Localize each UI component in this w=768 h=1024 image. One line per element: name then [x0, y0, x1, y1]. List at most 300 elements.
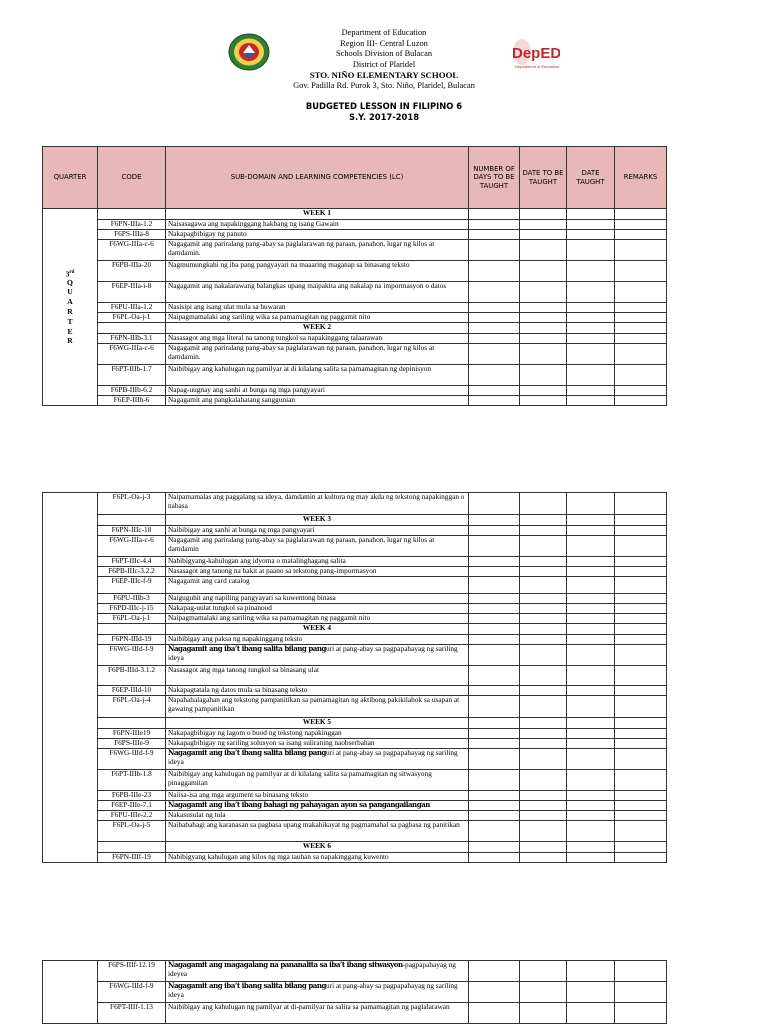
date-to-be-taught-cell	[520, 614, 567, 624]
days-cell	[469, 729, 520, 739]
week-label: WEEK 1	[166, 209, 469, 220]
letterhead-line: Schools Division of Bulacan	[335, 49, 433, 59]
remarks-cell	[615, 526, 667, 536]
code-cell: F6WG-IIIa-c-6	[98, 344, 166, 365]
competency-text: Naiguguhit ang napiling pangyayari sa kuwentong binasa	[168, 593, 336, 602]
remarks-cell	[615, 567, 667, 577]
title-line-1: BUDGETED LESSON IN FILIPINO 6	[305, 101, 463, 111]
competency-text: Nasasagot ang mga literal na tanong tungkol sa napakinggang talaarawan	[168, 333, 383, 342]
days-cell	[469, 666, 520, 686]
days-cell	[469, 282, 520, 303]
week-row	[43, 718, 667, 729]
header-remarks: REMARKS	[615, 147, 667, 209]
days-cell	[469, 749, 520, 770]
quarter-number: 3	[65, 269, 70, 279]
days-cell	[469, 526, 520, 536]
remarks-cell	[615, 842, 667, 853]
competency-cell	[166, 666, 469, 686]
competency-cell	[166, 770, 469, 791]
competency-cell	[166, 220, 469, 230]
lesson-table-page-2	[42, 492, 667, 863]
competency-cell	[166, 821, 469, 842]
remarks-cell	[615, 821, 667, 842]
remarks-cell	[615, 594, 667, 604]
code-cell: F6PT-IIIf-1.13	[98, 1003, 166, 1024]
week-label: WEEK 3	[166, 515, 469, 526]
table-row	[43, 770, 667, 791]
competency-cell	[166, 791, 469, 801]
competency-cell	[166, 303, 469, 313]
header-quarter: QUARTER	[43, 147, 98, 209]
date-to-be-taught-cell	[520, 557, 567, 567]
competency-text: Nagagamit ang card catalog	[168, 576, 250, 585]
remarks-cell	[615, 557, 667, 567]
competency-cell	[166, 493, 469, 515]
days-cell	[469, 567, 520, 577]
days-cell	[469, 853, 520, 863]
date-to-be-taught-cell	[520, 577, 567, 594]
table-row	[43, 594, 667, 604]
competency-text: Naibibigay ang paksa ng napakinggang teksto	[168, 634, 303, 643]
letterhead-line: District of Plaridel	[352, 59, 416, 69]
header-date-to-be-taught: DATE TO BE TAUGHT	[520, 147, 567, 209]
date-to-be-taught-cell	[520, 240, 567, 261]
date-to-be-taught-cell	[520, 261, 567, 282]
date-taught-cell	[567, 536, 615, 557]
code-cell: F6PL-Oa-j-4	[98, 696, 166, 718]
date-to-be-taught-cell	[520, 645, 567, 666]
title-line-2: S.Y. 2017-2018	[348, 112, 420, 122]
code-cell	[98, 209, 166, 220]
days-cell	[469, 821, 520, 842]
date-taught-cell	[567, 696, 615, 718]
date-to-be-taught-cell	[520, 536, 567, 557]
header-date-taught: DATE TAUGHT	[567, 147, 615, 209]
date-taught-cell	[567, 635, 615, 645]
table-row	[43, 396, 667, 406]
competency-cell	[166, 853, 469, 863]
code-cell: F6PL-Oa-j-5	[98, 821, 166, 842]
lesson-table-page-1	[42, 146, 667, 406]
date-to-be-taught-cell	[520, 749, 567, 770]
code-cell: F6PB-IIIe-23	[98, 791, 166, 801]
competency-bold-text: Nagagamit ang iba’t ibang salita bilang pang	[168, 748, 326, 757]
competency-text: Naipagmamalaki ang sariling wika sa pamamagitan ng paggamit nito	[168, 312, 371, 321]
date-taught-cell	[567, 365, 615, 386]
date-to-be-taught-cell	[520, 842, 567, 853]
code-cell: F6PT-IIIc-4.4	[98, 557, 166, 567]
remarks-cell	[615, 961, 667, 982]
date-taught-cell	[567, 594, 615, 604]
competency-cell	[166, 811, 469, 821]
days-cell	[469, 536, 520, 557]
week-row	[43, 624, 667, 635]
date-to-be-taught-cell	[520, 323, 567, 334]
competency-cell	[166, 526, 469, 536]
code-cell: F6PN-IIIb-3.1	[98, 334, 166, 344]
date-to-be-taught-cell	[520, 982, 567, 1003]
date-taught-cell	[567, 624, 615, 635]
week-row	[43, 323, 667, 334]
date-to-be-taught-cell	[520, 624, 567, 635]
days-cell	[469, 961, 520, 982]
date-taught-cell	[567, 718, 615, 729]
date-taught-cell	[567, 323, 615, 334]
document-title	[0, 101, 768, 123]
code-cell: F6PN-IIIf-19	[98, 853, 166, 863]
school-name: STO. NIÑO ELEMENTARY SCHOOL	[309, 70, 459, 81]
date-taught-cell	[567, 749, 615, 770]
days-cell	[469, 365, 520, 386]
remarks-cell	[615, 604, 667, 614]
competency-text: Nagagamit ang pariralang pang-abay sa paglalarawan ng paraan, panahon, lugar ng kilos at damdamin.	[168, 239, 435, 257]
competency-text: Nakapagtatala ng datos mula sa binasang teksto	[168, 685, 308, 694]
competency-text: Napag-uugnay ang sanhi at bunga ng mga pangyayari	[168, 385, 326, 394]
competency-text: Nagmumungkahi ng iba pang pangyayari na maaaring maganap sa binasang teksto	[168, 260, 410, 269]
remarks-cell	[615, 334, 667, 344]
date-to-be-taught-cell	[520, 696, 567, 718]
date-to-be-taught-cell	[520, 801, 567, 811]
code-cell: F6PB-IIIb-6.2	[98, 386, 166, 396]
date-to-be-taught-cell	[520, 282, 567, 303]
competency-text: Naipamamalas ang paggalang sa ideya, damdamin at kultura ng may akda ng tekstong napakinggan o nabasa	[168, 492, 465, 510]
days-cell	[469, 645, 520, 666]
date-to-be-taught-cell	[520, 666, 567, 686]
competency-cell	[166, 396, 469, 406]
date-taught-cell	[567, 1003, 615, 1024]
competency-cell	[166, 567, 469, 577]
competency-text: Nakapagbibigay ng lagom o buod ng tekstong napakinggan	[168, 728, 342, 737]
letterhead	[0, 28, 768, 92]
date-taught-cell	[567, 666, 615, 686]
table-row	[43, 230, 667, 240]
days-cell	[469, 982, 520, 1003]
competency-cell	[166, 686, 469, 696]
competency-text: Naiisa-isa ang mga argument sa binasang teksto	[168, 790, 309, 799]
days-cell	[469, 635, 520, 645]
table-row	[43, 493, 667, 515]
code-cell: F6EP-IIId-10	[98, 686, 166, 696]
date-taught-cell	[567, 303, 615, 313]
table-row	[43, 791, 667, 801]
competency-cell	[166, 749, 469, 770]
table-row	[43, 614, 667, 624]
table-row	[43, 604, 667, 614]
date-taught-cell	[567, 961, 615, 982]
header-code: CODE	[98, 147, 166, 209]
days-cell	[469, 323, 520, 334]
remarks-cell	[615, 493, 667, 515]
date-taught-cell	[567, 729, 615, 739]
week-row	[43, 842, 667, 853]
week-label: WEEK 5	[166, 718, 469, 729]
code-cell: F6WG-IIId-f-9	[98, 645, 166, 666]
days-cell	[469, 493, 520, 515]
date-to-be-taught-cell	[520, 526, 567, 536]
code-cell	[98, 323, 166, 334]
table-row	[43, 635, 667, 645]
remarks-cell	[615, 220, 667, 230]
quarter-letter: U	[67, 287, 73, 297]
date-to-be-taught-cell	[520, 313, 567, 323]
competency-text: Nagagamit ang pangkalahatang sanggunian	[168, 395, 296, 404]
remarks-cell	[615, 686, 667, 696]
date-taught-cell	[567, 334, 615, 344]
code-cell: F6WG-IIId-f-9	[98, 982, 166, 1003]
competency-cell	[166, 230, 469, 240]
quarter-cell	[43, 493, 98, 863]
competency-text: Nabibigyang-kahulugan ang idyoma o matalinghagang salita	[168, 556, 346, 565]
code-cell	[98, 842, 166, 853]
code-cell: F6EP-IIIc-f-9	[98, 577, 166, 594]
remarks-cell	[615, 791, 667, 801]
remarks-cell	[615, 303, 667, 313]
date-to-be-taught-cell	[520, 594, 567, 604]
week-label: WEEK 2	[166, 323, 469, 334]
remarks-cell	[615, 801, 667, 811]
quarter-letter: E	[67, 326, 73, 336]
days-cell	[469, 624, 520, 635]
code-cell: F6PU-IIIa-1.2	[98, 303, 166, 313]
competency-cell	[166, 982, 469, 1003]
date-taught-cell	[567, 604, 615, 614]
date-to-be-taught-cell	[520, 209, 567, 220]
table-row	[43, 982, 667, 1003]
code-cell: F6PS-IIIa-8	[98, 230, 166, 240]
remarks-cell	[615, 344, 667, 365]
competency-text: Naibibigay ang kahulugan ng pamilyar at di kilalang salita sa pamamagitan ng sitwasyong pinaggamitan	[168, 769, 432, 787]
days-cell	[469, 230, 520, 240]
date-to-be-taught-cell	[520, 515, 567, 526]
quarter-letter: Q	[67, 277, 73, 287]
days-cell	[469, 344, 520, 365]
table-row	[43, 557, 667, 567]
date-taught-cell	[567, 842, 615, 853]
days-cell	[469, 557, 520, 567]
table-row	[43, 821, 667, 842]
competency-text: Nasasagot ang tanong na bakit at paano sa tekstong pang-impormasyon	[168, 566, 377, 575]
competency-cell	[166, 365, 469, 386]
remarks-cell	[615, 1003, 667, 1024]
date-taught-cell	[567, 386, 615, 396]
remarks-cell	[615, 982, 667, 1003]
competency-text: Nakapag-uulat tungkol sa pinanood	[168, 603, 272, 612]
quarter-cell	[43, 209, 98, 406]
days-cell	[469, 303, 520, 313]
date-to-be-taught-cell	[520, 718, 567, 729]
remarks-cell	[615, 729, 667, 739]
competency-text: Nakasusulat ng tula	[168, 810, 226, 819]
competency-cell	[166, 604, 469, 614]
code-cell: F6PB-IIId-3.1.2	[98, 666, 166, 686]
days-cell	[469, 209, 520, 220]
days-cell	[469, 604, 520, 614]
competency-text: uri at pang-abay sa pagpapahayag ng sariling ideya	[168, 981, 458, 999]
header-competencies: SUB-DOMAIN AND LEARNING COMPETENCIES (LC)	[166, 147, 469, 209]
code-cell: F6EP-IIIa-i-8	[98, 282, 166, 303]
date-taught-cell	[567, 791, 615, 801]
date-to-be-taught-cell	[520, 386, 567, 396]
competency-cell	[166, 739, 469, 749]
competency-text: Naibibigay ang kahulugan ng pamilyar at di-pamilyar na salita sa pamamagitan ng paglalarawan	[168, 1002, 450, 1011]
days-cell	[469, 614, 520, 624]
competency-cell	[166, 801, 469, 811]
table-row	[43, 240, 667, 261]
competency-text: Naibabahagi ang karanasan sa pagbasa upang makahikayat ng pagmamahal sa pagbasa ng panitikan	[168, 820, 460, 829]
days-cell	[469, 791, 520, 801]
remarks-cell	[615, 261, 667, 282]
table-row	[43, 686, 667, 696]
days-cell	[469, 842, 520, 853]
remarks-cell	[615, 635, 667, 645]
date-to-be-taught-cell	[520, 791, 567, 801]
date-taught-cell	[567, 770, 615, 791]
letterhead-line: Region III- Central Luzon	[340, 38, 428, 48]
date-taught-cell	[567, 614, 615, 624]
competency-text: Nakapagbibigay ng sariling solusyon sa isang suliraning naobserbahan	[168, 738, 375, 747]
competency-text: Nasisipi ang isang ulat mula sa huwaran	[168, 302, 286, 311]
deped-logo-subtext: Department of Education	[515, 64, 560, 69]
competency-bold-text: Nagagamit ang iba’t ibang bahagi ng pahayagan ayon sa pangangailangan	[168, 800, 430, 809]
table-row	[43, 261, 667, 282]
days-cell	[469, 739, 520, 749]
code-cell: F6EP-IIIb-6	[98, 396, 166, 406]
date-to-be-taught-cell	[520, 729, 567, 739]
lesson-table-page-3	[42, 960, 667, 1024]
competency-cell	[166, 729, 469, 739]
quarter-letter: R	[67, 307, 73, 316]
date-taught-cell	[567, 261, 615, 282]
remarks-cell	[615, 313, 667, 323]
date-taught-cell	[567, 344, 615, 365]
date-to-be-taught-cell	[520, 686, 567, 696]
remarks-cell	[615, 645, 667, 666]
table-row	[43, 696, 667, 718]
days-cell	[469, 811, 520, 821]
remarks-cell	[615, 749, 667, 770]
date-to-be-taught-cell	[520, 396, 567, 406]
week-label: WEEK 4	[166, 624, 469, 635]
date-to-be-taught-cell	[520, 739, 567, 749]
code-cell: F6EP-IIIe-7.1	[98, 801, 166, 811]
code-cell: F6PN-IIIa-1.2	[98, 220, 166, 230]
table-row	[43, 313, 667, 323]
table-row	[43, 729, 667, 739]
quarter-letter: T	[67, 316, 73, 326]
remarks-cell	[615, 577, 667, 594]
code-cell: F6PS-IIIf-12.19	[98, 961, 166, 982]
table-row	[43, 536, 667, 557]
date-to-be-taught-cell	[520, 811, 567, 821]
quarter-cell	[43, 961, 98, 1024]
remarks-cell	[615, 614, 667, 624]
competency-text: Naipagmamalaki ang sariling wika sa pamamagitan ng paggamit nito	[168, 613, 371, 622]
table-row	[43, 811, 667, 821]
competency-text: Nagagamit ang nakalarawang balangkas upang maipakita ang nakalap na impormasyon o datos	[168, 281, 447, 290]
week-row	[43, 209, 667, 220]
days-cell	[469, 386, 520, 396]
competency-text: Napahahalagahan ang tekstong pampanitikan sa pamamagitan ng aktibong pakikilahok sa usapan at gawaing pampanitikan	[168, 695, 460, 713]
remarks-cell	[615, 696, 667, 718]
competency-cell	[166, 386, 469, 396]
date-taught-cell	[567, 557, 615, 567]
date-taught-cell	[567, 396, 615, 406]
competency-cell	[166, 614, 469, 624]
remarks-cell	[615, 666, 667, 686]
remarks-cell	[615, 323, 667, 334]
date-taught-cell	[567, 567, 615, 577]
code-cell: F6WG-IIIa-c-6	[98, 240, 166, 261]
quarter-suffix: rd	[69, 269, 75, 275]
remarks-cell	[615, 811, 667, 821]
week-row	[43, 515, 667, 526]
competency-cell	[166, 645, 469, 666]
school-address: Gov. Padilla Rd. Purok 3, Sto. Niño, Plaridel, Bulacan	[293, 80, 475, 90]
remarks-cell	[615, 396, 667, 406]
remarks-cell	[615, 739, 667, 749]
remarks-cell	[615, 770, 667, 791]
days-cell	[469, 801, 520, 811]
table-row	[43, 739, 667, 749]
date-taught-cell	[567, 209, 615, 220]
date-to-be-taught-cell	[520, 344, 567, 365]
letterhead-line: Department of Education	[341, 28, 427, 37]
remarks-cell	[615, 718, 667, 729]
remarks-cell	[615, 365, 667, 386]
code-cell: F6PN-IIIe19	[98, 729, 166, 739]
date-taught-cell	[567, 853, 615, 863]
competency-cell	[166, 696, 469, 718]
competency-bold-text: Nagagamit ang iba’t ibang salita bilang pang	[168, 981, 326, 990]
competency-cell	[166, 313, 469, 323]
date-to-be-taught-cell	[520, 567, 567, 577]
code-cell: F6PL-Oa-j-3	[98, 493, 166, 515]
competency-cell	[166, 282, 469, 303]
competency-cell	[166, 334, 469, 344]
date-taught-cell	[567, 515, 615, 526]
table-row	[43, 749, 667, 770]
competency-bold-text: Nagagamit ang magagalang na pananalita sa iba’t ibang sitwasyon	[168, 960, 403, 969]
competency-text: -pagpapahayag ng ideyea	[168, 960, 456, 978]
competency-cell	[166, 261, 469, 282]
date-to-be-taught-cell	[520, 604, 567, 614]
competency-text: Naisasagawa ang napakinggang hakbang ng isang Gawain	[168, 219, 339, 228]
days-cell	[469, 770, 520, 791]
table-row	[43, 344, 667, 365]
quarter-letter: A	[67, 297, 73, 307]
days-cell	[469, 594, 520, 604]
date-to-be-taught-cell	[520, 365, 567, 386]
date-to-be-taught-cell	[520, 635, 567, 645]
days-cell	[469, 240, 520, 261]
date-taught-cell	[567, 313, 615, 323]
remarks-cell	[615, 282, 667, 303]
date-to-be-taught-cell	[520, 853, 567, 863]
date-taught-cell	[567, 526, 615, 536]
date-taught-cell	[567, 282, 615, 303]
competency-cell	[166, 536, 469, 557]
table-row	[43, 666, 667, 686]
remarks-cell	[615, 515, 667, 526]
date-to-be-taught-cell	[520, 230, 567, 240]
table-row	[43, 386, 667, 396]
remarks-cell	[615, 240, 667, 261]
date-taught-cell	[567, 645, 615, 666]
table-row	[43, 303, 667, 313]
table-row	[43, 282, 667, 303]
remarks-cell	[615, 386, 667, 396]
date-taught-cell	[567, 982, 615, 1003]
